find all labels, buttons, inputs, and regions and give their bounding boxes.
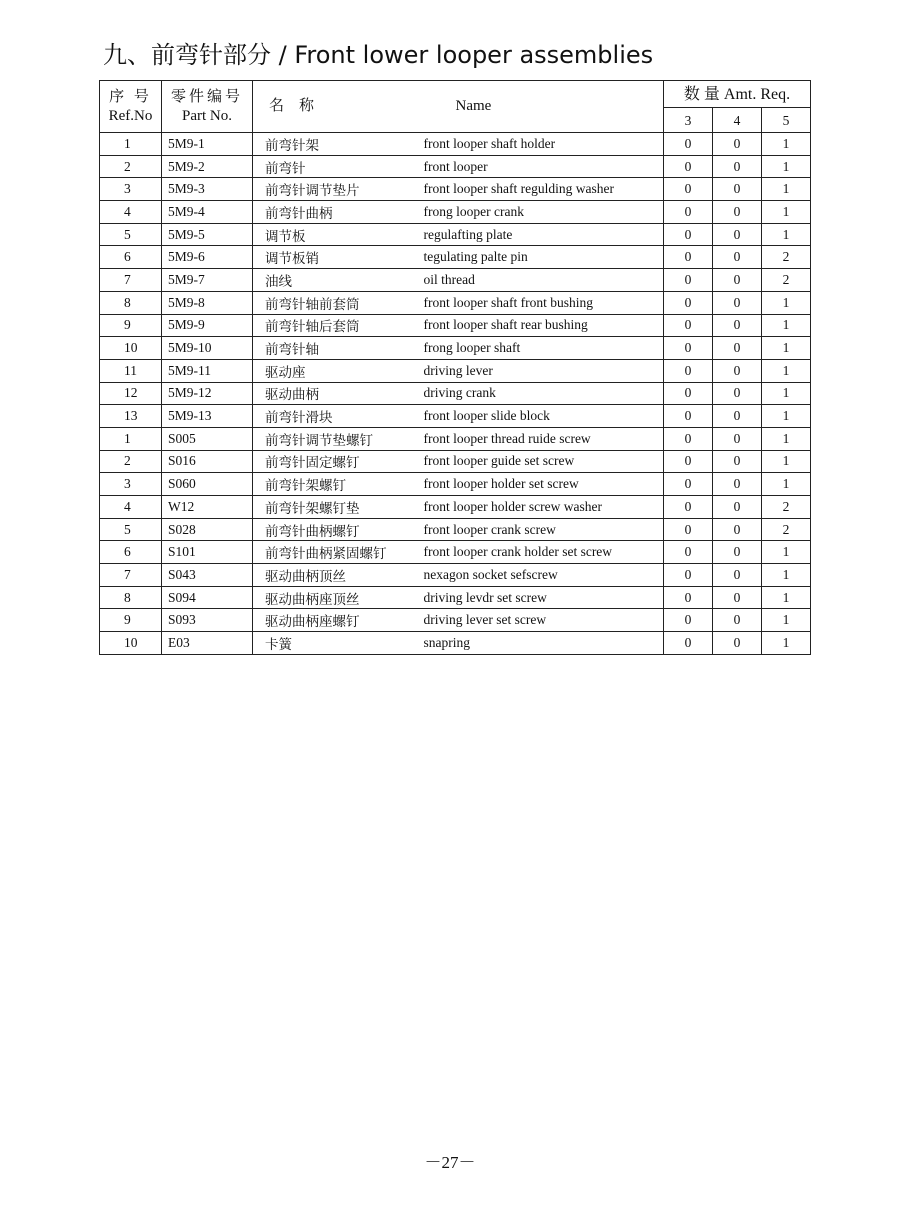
cell-name-en: snapring <box>420 632 664 655</box>
cell-part-no: 5M9-11 <box>162 359 253 382</box>
cell-ref: 3 <box>100 473 162 496</box>
cell-name-cn: 前弯针曲柄 <box>253 201 420 224</box>
table-row <box>100 291 811 314</box>
cell-amt-4: 0 <box>713 450 762 473</box>
cell-ref: 4 <box>100 201 162 224</box>
cell-part-no: 5M9-4 <box>162 201 253 224</box>
cell-ref: 8 <box>100 586 162 609</box>
cell-amt-5: 1 <box>762 405 811 428</box>
cell-part-no: S101 <box>162 541 253 564</box>
cell-name-en: driving lever set screw <box>420 609 664 632</box>
cell-name-en: front looper holder screw washer <box>420 496 664 519</box>
cell-ref: 5 <box>100 223 162 246</box>
cell-amt-5: 1 <box>762 314 811 337</box>
cell-part-no: S028 <box>162 518 253 541</box>
cell-part-no: S094 <box>162 586 253 609</box>
cell-name-en: front looper shaft front bushing <box>420 291 664 314</box>
cell-name-cn: 驱动曲柄座螺钉 <box>253 609 420 632</box>
table-row <box>100 632 811 655</box>
cell-part-no: 5M9-5 <box>162 223 253 246</box>
cell-name-cn: 前弯针轴前套筒 <box>253 291 420 314</box>
page-number: －27－ <box>424 1153 476 1172</box>
cell-amt-4: 0 <box>713 586 762 609</box>
cell-amt-4: 0 <box>713 269 762 292</box>
cell-amt-5: 1 <box>762 632 811 655</box>
cell-amt-5: 1 <box>762 201 811 224</box>
cell-amt-4: 0 <box>713 564 762 587</box>
cell-name-en: front looper slide block <box>420 405 664 428</box>
table-row <box>100 382 811 405</box>
cell-ref: 3 <box>100 178 162 201</box>
header-part-cn: 零件编号 <box>170 88 243 105</box>
cell-ref: 7 <box>100 564 162 587</box>
cell-ref: 6 <box>100 246 162 269</box>
table-row <box>100 155 811 178</box>
cell-amt-5: 1 <box>762 427 811 450</box>
cell-amt-4: 0 <box>713 382 762 405</box>
cell-amt-4: 0 <box>713 291 762 314</box>
cell-name-cn: 前弯针架螺钉 <box>253 473 420 496</box>
cell-name-en: front looper thread ruide screw <box>420 427 664 450</box>
cell-amt-3: 0 <box>664 473 713 496</box>
cell-name-en: tegulating palte pin <box>420 246 664 269</box>
cell-amt-3: 0 <box>664 586 713 609</box>
cell-name-cn: 调节板 <box>253 223 420 246</box>
cell-name-cn: 前弯针曲柄螺钉 <box>253 518 420 541</box>
table-row <box>100 518 811 541</box>
cell-part-no: 5M9-6 <box>162 246 253 269</box>
cell-amt-3: 0 <box>664 518 713 541</box>
cell-amt-4: 0 <box>713 133 762 156</box>
cell-amt-4: 0 <box>713 201 762 224</box>
cell-amt-3: 0 <box>664 541 713 564</box>
cell-part-no: 5M9-1 <box>162 133 253 156</box>
cell-name-en: nexagon socket sefscrew <box>420 564 664 587</box>
cell-ref: 1 <box>100 427 162 450</box>
cell-name-cn: 前弯针架 <box>253 133 420 156</box>
cell-amt-5: 2 <box>762 246 811 269</box>
table-row <box>100 405 811 428</box>
cell-amt-5: 1 <box>762 450 811 473</box>
cell-name-cn: 前弯针架螺钉垫 <box>253 496 420 519</box>
cell-ref: 7 <box>100 269 162 292</box>
table-row <box>100 473 811 496</box>
cell-amt-3: 0 <box>664 201 713 224</box>
cell-amt-3: 0 <box>664 337 713 360</box>
cell-part-no: 5M9-12 <box>162 382 253 405</box>
parts-table <box>99 80 811 655</box>
table-row <box>100 133 811 156</box>
cell-amt-3: 0 <box>664 155 713 178</box>
cell-ref: 13 <box>100 405 162 428</box>
cell-amt-3: 0 <box>664 314 713 337</box>
cell-part-no: 5M9-13 <box>162 405 253 428</box>
cell-name-en: driving levdr set screw <box>420 586 664 609</box>
cell-name-en: front looper crank holder set screw <box>420 541 664 564</box>
cell-ref: 10 <box>100 632 162 655</box>
cell-name-cn: 前弯针固定螺钉 <box>253 450 420 473</box>
cell-name-en: front looper holder set screw <box>420 473 664 496</box>
cell-part-no: S043 <box>162 564 253 587</box>
cell-amt-3: 0 <box>664 496 713 519</box>
cell-name-en: driving crank <box>420 382 664 405</box>
cell-amt-3: 0 <box>664 133 713 156</box>
cell-ref: 2 <box>100 155 162 178</box>
cell-name-en: front looper shaft regulding washer <box>420 178 664 201</box>
cell-name-en: front looper shaft rear bushing <box>420 314 664 337</box>
table-row <box>100 609 811 632</box>
table-row <box>100 269 811 292</box>
cell-amt-4: 0 <box>713 405 762 428</box>
cell-amt-5: 1 <box>762 609 811 632</box>
cell-name-cn: 油线 <box>253 269 420 292</box>
header-ref-en: Ref.No <box>108 107 153 124</box>
cell-name-cn: 前弯针调节垫螺钉 <box>253 427 420 450</box>
cell-amt-5: 1 <box>762 178 811 201</box>
header-ref <box>100 81 162 133</box>
cell-amt-4: 0 <box>713 518 762 541</box>
cell-part-no: 5M9-2 <box>162 155 253 178</box>
header-amt: 数 量 Amt. Req. <box>664 81 811 108</box>
cell-amt-3: 0 <box>664 291 713 314</box>
table-header-row <box>100 81 811 108</box>
table-row <box>100 337 811 360</box>
cell-part-no: 5M9-7 <box>162 269 253 292</box>
cell-amt-3: 0 <box>664 405 713 428</box>
table-row <box>100 450 811 473</box>
cell-ref: 2 <box>100 450 162 473</box>
table-row <box>100 314 811 337</box>
cell-amt-4: 0 <box>713 155 762 178</box>
cell-name-en: front looper crank screw <box>420 518 664 541</box>
table-row <box>100 427 811 450</box>
cell-name-cn: 前弯针曲柄紧固螺钉 <box>253 541 420 564</box>
cell-amt-4: 0 <box>713 178 762 201</box>
cell-amt-3: 0 <box>664 427 713 450</box>
table-row <box>100 496 811 519</box>
cell-amt-5: 1 <box>762 337 811 360</box>
cell-amt-4: 0 <box>713 427 762 450</box>
cell-ref: 11 <box>100 359 162 382</box>
cell-part-no: 5M9-3 <box>162 178 253 201</box>
header-part <box>162 81 253 133</box>
cell-part-no: S060 <box>162 473 253 496</box>
cell-name-en: front looper shaft holder <box>420 133 664 156</box>
header-name-en: Name <box>420 81 664 133</box>
cell-amt-5: 1 <box>762 155 811 178</box>
cell-ref: 1 <box>100 133 162 156</box>
cell-part-no: E03 <box>162 632 253 655</box>
cell-name-cn: 驱动曲柄座顶丝 <box>253 586 420 609</box>
cell-amt-5: 1 <box>762 223 811 246</box>
cell-name-en: regulafting plate <box>420 223 664 246</box>
cell-name-en: oil thread <box>420 269 664 292</box>
cell-amt-4: 0 <box>713 473 762 496</box>
cell-name-cn: 前弯针轴 <box>253 337 420 360</box>
cell-ref: 9 <box>100 314 162 337</box>
cell-name-en: front looper <box>420 155 664 178</box>
cell-amt-5: 1 <box>762 133 811 156</box>
cell-part-no: 5M9-9 <box>162 314 253 337</box>
cell-amt-3: 0 <box>664 359 713 382</box>
cell-name-cn: 前弯针调节垫片 <box>253 178 420 201</box>
cell-name-cn: 前弯针 <box>253 155 420 178</box>
cell-name-en: frong looper shaft <box>420 337 664 360</box>
page-title: 九、前弯针部分 / Front lower looper assemblies <box>103 41 654 69</box>
header-ref-cn: 序 号 <box>109 88 152 105</box>
cell-ref: 6 <box>100 541 162 564</box>
cell-amt-4: 0 <box>713 359 762 382</box>
header-name-cn: 名 称 <box>253 81 420 133</box>
cell-ref: 5 <box>100 518 162 541</box>
cell-ref: 10 <box>100 337 162 360</box>
cell-ref: 4 <box>100 496 162 519</box>
cell-amt-5: 1 <box>762 382 811 405</box>
cell-part-no: W12 <box>162 496 253 519</box>
cell-amt-5: 2 <box>762 496 811 519</box>
cell-part-no: S093 <box>162 609 253 632</box>
cell-amt-3: 0 <box>664 632 713 655</box>
cell-name-en: front looper guide set screw <box>420 450 664 473</box>
cell-ref: 8 <box>100 291 162 314</box>
table-row <box>100 246 811 269</box>
cell-amt-4: 0 <box>713 246 762 269</box>
cell-amt-5: 1 <box>762 586 811 609</box>
cell-amt-5: 2 <box>762 269 811 292</box>
table-row <box>100 223 811 246</box>
table-row <box>100 201 811 224</box>
cell-amt-4: 0 <box>713 496 762 519</box>
cell-ref: 12 <box>100 382 162 405</box>
header-amt-col-4: 4 <box>713 108 762 133</box>
header-part-en: Part No. <box>182 107 232 124</box>
table-row <box>100 178 811 201</box>
cell-amt-3: 0 <box>664 609 713 632</box>
cell-name-cn: 调节板销 <box>253 246 420 269</box>
cell-amt-4: 0 <box>713 541 762 564</box>
cell-part-no: 5M9-8 <box>162 291 253 314</box>
cell-amt-4: 0 <box>713 314 762 337</box>
cell-amt-4: 0 <box>713 223 762 246</box>
cell-amt-5: 1 <box>762 541 811 564</box>
cell-amt-5: 1 <box>762 473 811 496</box>
cell-amt-4: 0 <box>713 337 762 360</box>
cell-amt-3: 0 <box>664 178 713 201</box>
cell-part-no: 5M9-10 <box>162 337 253 360</box>
cell-amt-3: 0 <box>664 269 713 292</box>
cell-name-en: frong looper crank <box>420 201 664 224</box>
table-row <box>100 359 811 382</box>
cell-amt-3: 0 <box>664 246 713 269</box>
cell-name-en: driving lever <box>420 359 664 382</box>
cell-amt-3: 0 <box>664 564 713 587</box>
table-body <box>100 133 811 655</box>
table-row <box>100 564 811 587</box>
table-row <box>100 541 811 564</box>
cell-name-cn: 前弯针滑块 <box>253 405 420 428</box>
header-amt-col-5: 5 <box>762 108 811 133</box>
cell-amt-5: 1 <box>762 359 811 382</box>
cell-ref: 9 <box>100 609 162 632</box>
cell-name-cn: 驱动座 <box>253 359 420 382</box>
cell-name-cn: 驱动曲柄 <box>253 382 420 405</box>
cell-part-no: S005 <box>162 427 253 450</box>
cell-part-no: S016 <box>162 450 253 473</box>
cell-amt-3: 0 <box>664 382 713 405</box>
table-row <box>100 586 811 609</box>
cell-amt-3: 0 <box>664 450 713 473</box>
cell-amt-5: 1 <box>762 291 811 314</box>
cell-amt-4: 0 <box>713 632 762 655</box>
cell-amt-5: 2 <box>762 518 811 541</box>
cell-amt-3: 0 <box>664 223 713 246</box>
cell-name-cn: 卡簧 <box>253 632 420 655</box>
cell-amt-4: 0 <box>713 609 762 632</box>
cell-name-cn: 前弯针轴后套筒 <box>253 314 420 337</box>
cell-amt-5: 1 <box>762 564 811 587</box>
header-amt-col-3: 3 <box>664 108 713 133</box>
cell-name-cn: 驱动曲柄顶丝 <box>253 564 420 587</box>
